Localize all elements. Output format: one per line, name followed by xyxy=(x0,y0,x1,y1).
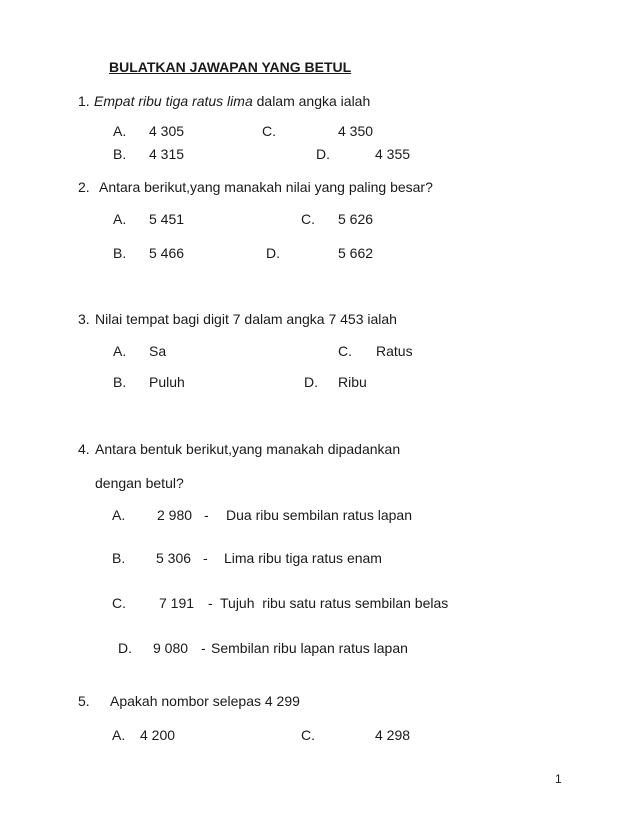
q1-option-a-letter: A. xyxy=(113,123,127,139)
q1-option-b-text: 4 315 xyxy=(149,146,185,162)
question-4-number: 4. xyxy=(78,441,90,457)
question-2-stem: Antara berikut,yang manakah nilai yang paling besar? xyxy=(99,179,433,195)
q4-option-d-number: 9 080 xyxy=(153,640,189,656)
q3-option-b-letter: B. xyxy=(113,374,127,390)
question-2-number: 2. xyxy=(78,179,90,195)
q4-option-a-letter: A. xyxy=(112,507,126,523)
question-1-stem-italic: Empat ribu tiga ratus lima xyxy=(94,93,253,109)
q4-option-c-number: 7 191 xyxy=(159,595,195,611)
q4-option-b-letter: B. xyxy=(112,550,126,566)
q4-option-b-number: 5 306 xyxy=(156,550,192,566)
question-5-stem: Apakah nombor selepas 4 299 xyxy=(110,693,300,709)
q4-option-b-words: Lima ribu tiga ratus enam xyxy=(224,550,382,566)
q3-option-a-text: Sa xyxy=(149,343,167,359)
q3-option-c-text: Ratus xyxy=(376,343,413,359)
q4-option-b-dash: - xyxy=(203,550,208,566)
question-3-number: 3. xyxy=(78,311,90,327)
q5-option-c-text: 4 298 xyxy=(375,727,411,743)
q4-option-d-dash: - xyxy=(201,640,206,656)
q3-option-b-text: Puluh xyxy=(149,374,185,390)
q2-option-b-letter: B. xyxy=(113,245,127,261)
q4-option-d-letter: D. xyxy=(118,640,132,656)
q5-option-a-text: 4 200 xyxy=(140,727,176,743)
q4-option-a-dash: - xyxy=(204,507,209,523)
question-1-stem-rest: dalam angka ialah xyxy=(252,93,371,109)
q5-option-a-letter: A. xyxy=(112,727,126,743)
q4-option-c-words: Tujuh ribu satu ratus sembilan belas xyxy=(220,595,449,611)
q4-option-a-words: Dua ribu sembilan ratus lapan xyxy=(226,507,412,523)
q4-option-c-dash: - xyxy=(208,595,213,611)
question-5-number: 5. xyxy=(78,693,90,709)
q2-option-c-letter: C. xyxy=(301,211,315,227)
question-4-stem-line-1: Antara bentuk berikut,yang manakah dipadankan xyxy=(95,441,401,457)
q1-option-b-letter: B. xyxy=(113,146,127,162)
q5-option-c-letter: C. xyxy=(301,727,315,743)
q2-option-b-text: 5 466 xyxy=(149,245,185,261)
question-3-stem: Nilai tempat bagi digit 7 dalam angka 7 453 ialah xyxy=(95,311,397,327)
q2-option-d-letter: D. xyxy=(266,245,280,261)
q2-option-d-text: 5 662 xyxy=(338,245,374,261)
q2-option-a-text: 5 451 xyxy=(149,211,185,227)
q3-option-c-letter: C. xyxy=(338,343,352,359)
page-number: 1 xyxy=(555,772,562,786)
question-1-number: 1. xyxy=(78,93,90,109)
q3-option-d-letter: D. xyxy=(304,374,318,390)
q4-option-c-letter: C. xyxy=(112,595,126,611)
q3-option-d-text: Ribu xyxy=(338,374,367,390)
q4-option-a-number: 2 980 xyxy=(157,507,193,523)
q3-option-a-letter: A. xyxy=(113,343,127,359)
q1-option-c-letter: C. xyxy=(262,123,276,139)
question-1-stem xyxy=(94,92,370,110)
q1-option-a-text: 4 305 xyxy=(149,123,185,139)
q4-option-d-words: Sembilan ribu lapan ratus lapan xyxy=(211,640,408,656)
question-4-stem-line-2: dengan betul? xyxy=(95,475,184,491)
q2-option-c-text: 5 626 xyxy=(338,211,374,227)
q1-option-c-text: 4 350 xyxy=(338,123,374,139)
q2-option-a-letter: A. xyxy=(113,211,127,227)
q1-option-d-letter: D. xyxy=(316,146,330,162)
page-title: BULATKAN JAWAPAN YANG BETUL xyxy=(109,59,352,75)
q1-option-d-text: 4 355 xyxy=(375,146,411,162)
